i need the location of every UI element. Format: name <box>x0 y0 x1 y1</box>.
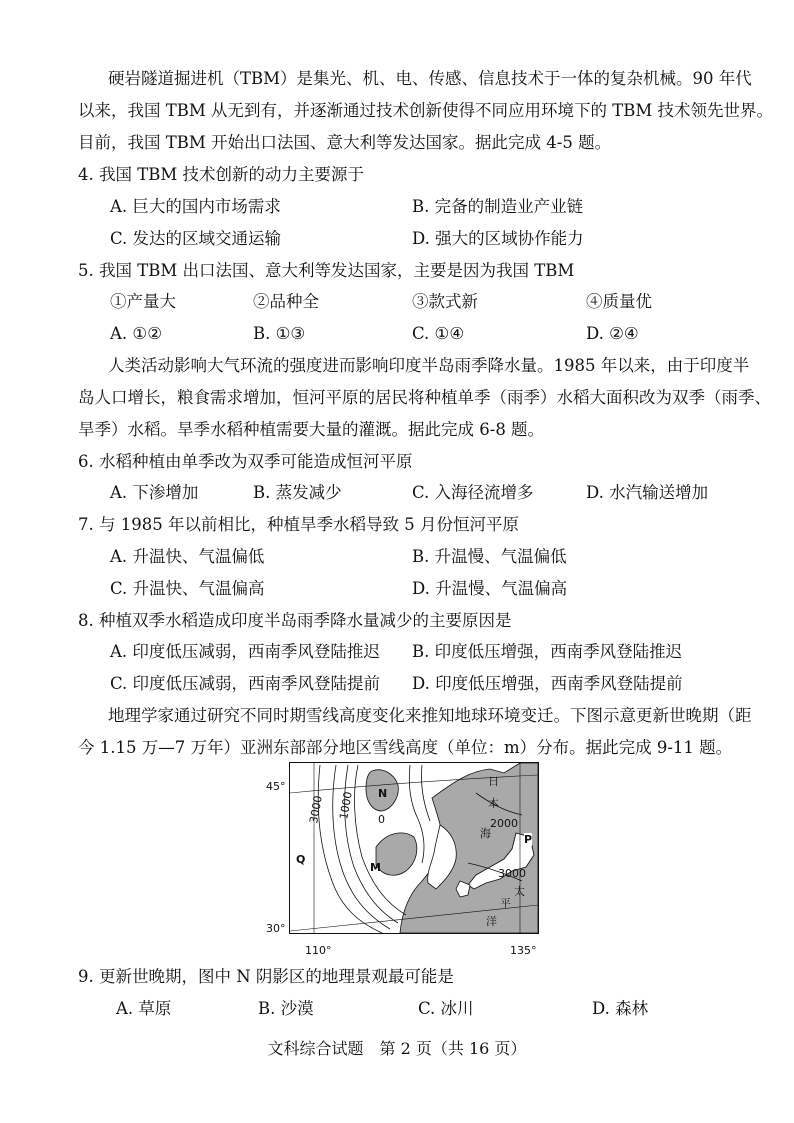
map-contour-3000-sea: 3000 <box>498 867 526 880</box>
q9-option-b: B. 沙漠 <box>258 999 314 1018</box>
snowline-map <box>289 762 539 934</box>
map-lat-30: 30° <box>266 922 286 935</box>
q8-option-c: C. 印度低压减弱，西南季风登陆提前 <box>110 674 381 693</box>
map-label-m: M <box>370 861 381 874</box>
contour-line <box>421 765 430 821</box>
map-lon-135: 135° <box>510 944 537 957</box>
q8-option-d: D. 印度低压增强，西南季风登陆提前 <box>412 674 683 693</box>
q7-option-d: D. 升温慢、气温偏高 <box>412 579 568 598</box>
map-label-ping: 平 <box>500 897 511 910</box>
map-label-ri: 日 <box>488 775 499 788</box>
map-label-q: Q <box>296 853 306 866</box>
q5-stem: 5. 我国 TBM 出口法国、意大利等发达国家，主要是因为我国 TBM <box>78 261 575 280</box>
map-label-p: P <box>524 833 533 846</box>
q4-option-c: C. 发达的区域交通运输 <box>110 229 282 248</box>
q4-option-a: A. 巨大的国内市场需求 <box>110 197 281 216</box>
q7-option-a: A. 升温快、气温偏低 <box>110 547 265 566</box>
q9-option-a: A. 草原 <box>116 999 172 1018</box>
map-label-hai: 海 <box>480 827 491 840</box>
q5-option-c: C. ①④ <box>412 324 465 343</box>
q8-option-a: A. 印度低压减弱，西南季风登陆推迟 <box>110 642 380 661</box>
q9-stem: 9. 更新世晚期，图中 N 阴影区的地理景观最可能是 <box>78 967 454 986</box>
q6-option-b: B. 蒸发减少 <box>253 483 342 502</box>
map-label-tai: 太 <box>514 885 525 898</box>
q7-option-b: B. 升温慢、气温偏低 <box>412 547 567 566</box>
map-lon-110: 110° <box>305 944 332 957</box>
passage2-line3: 旱季）水稻。旱季水稻种植需要大量的灌溉。据此完成 6-8 题。 <box>78 420 545 439</box>
q8-stem: 8. 种植双季水稻造成印度半岛雨季降水量减少的主要原因是 <box>78 611 512 630</box>
q7-stem: 7. 与 1985 年以前相比，种植旱季水稻导致 5 月份恒河平原 <box>78 515 519 534</box>
q5-item2: ②品种全 <box>253 292 319 311</box>
q8-option-b: B. 印度低压增强，西南季风登陆推迟 <box>412 642 683 661</box>
q5-item1: ①产量大 <box>110 292 176 311</box>
page-footer: 文科综合试题 第 2 页（共 16 页） <box>267 1039 527 1058</box>
map-contour-3000-left: 3000 <box>307 794 325 825</box>
passage1-line1: 硬岩隧道掘进机（TBM）是集光、机、电、传感、信息技术于一体的复杂机械。90 年代 <box>108 69 752 88</box>
q6-stem: 6. 水稻种植由单季改为双季可能造成恒河平原 <box>78 452 413 471</box>
passage3-line2: 今 1.15 万—7 万年）亚洲东部部分地区雪线高度（单位：m）分布。据此完成 9-11 题。 <box>78 738 733 757</box>
q5-item4: ④质量优 <box>586 292 652 311</box>
q6-option-d: D. 水汽输送增加 <box>586 483 709 502</box>
map-contour-1000: 1000 <box>337 790 355 821</box>
q6-option-a: A. 下渗增加 <box>110 483 199 502</box>
passage1-line2: 以来，我国 TBM 从无到有，并逐渐通过技术创新使得不同应用环境下的 TBM 技术领先世界。 <box>78 101 774 120</box>
map-contour-2000: 2000 <box>490 817 518 830</box>
passage1-line3: 目前，我国 TBM 开始出口法国、意大利等发达国家。据此完成 4-5 题。 <box>78 133 612 152</box>
q5-option-d: D. ②④ <box>586 324 639 343</box>
map-contour-0: 0 <box>378 813 385 826</box>
q4-stem: 4. 我国 TBM 技术创新的动力主要源于 <box>78 165 365 184</box>
q6-option-c: C. 入海径流增多 <box>412 483 534 502</box>
q9-option-d: D. 森林 <box>592 999 649 1018</box>
map-label-ben: 本 <box>488 797 499 810</box>
map-lat-45: 45° <box>266 780 286 793</box>
q9-option-c: C. 冰川 <box>418 999 474 1018</box>
passage3-line1: 地理学家通过研究不同时期雪线高度变化来推知地球环境变迁。下图示意更新世晚期（距 <box>108 706 752 725</box>
q7-option-c: C. 升温快、气温偏高 <box>110 579 265 598</box>
passage2-line1: 人类活动影响大气环流的强度进而影响印度半岛雨季降水量。1985 年以来，由于印度半 <box>108 356 750 375</box>
map-label-n: N <box>378 787 388 800</box>
m-shaded-area <box>376 833 417 875</box>
map-label-yang: 洋 <box>486 915 497 928</box>
q5-item3: ③款式新 <box>412 292 478 311</box>
passage2-line2: 岛人口增长，粮食需求增加，恒河平原的居民将种植单季（雨季）水稻大面积改为双季（雨季、 <box>78 388 771 407</box>
q4-option-b: B. 完备的制造业产业链 <box>412 197 584 216</box>
q5-option-b: B. ①③ <box>253 324 306 343</box>
q4-option-d: D. 强大的区域协作能力 <box>412 229 584 248</box>
q5-option-a: A. ①② <box>110 324 162 343</box>
